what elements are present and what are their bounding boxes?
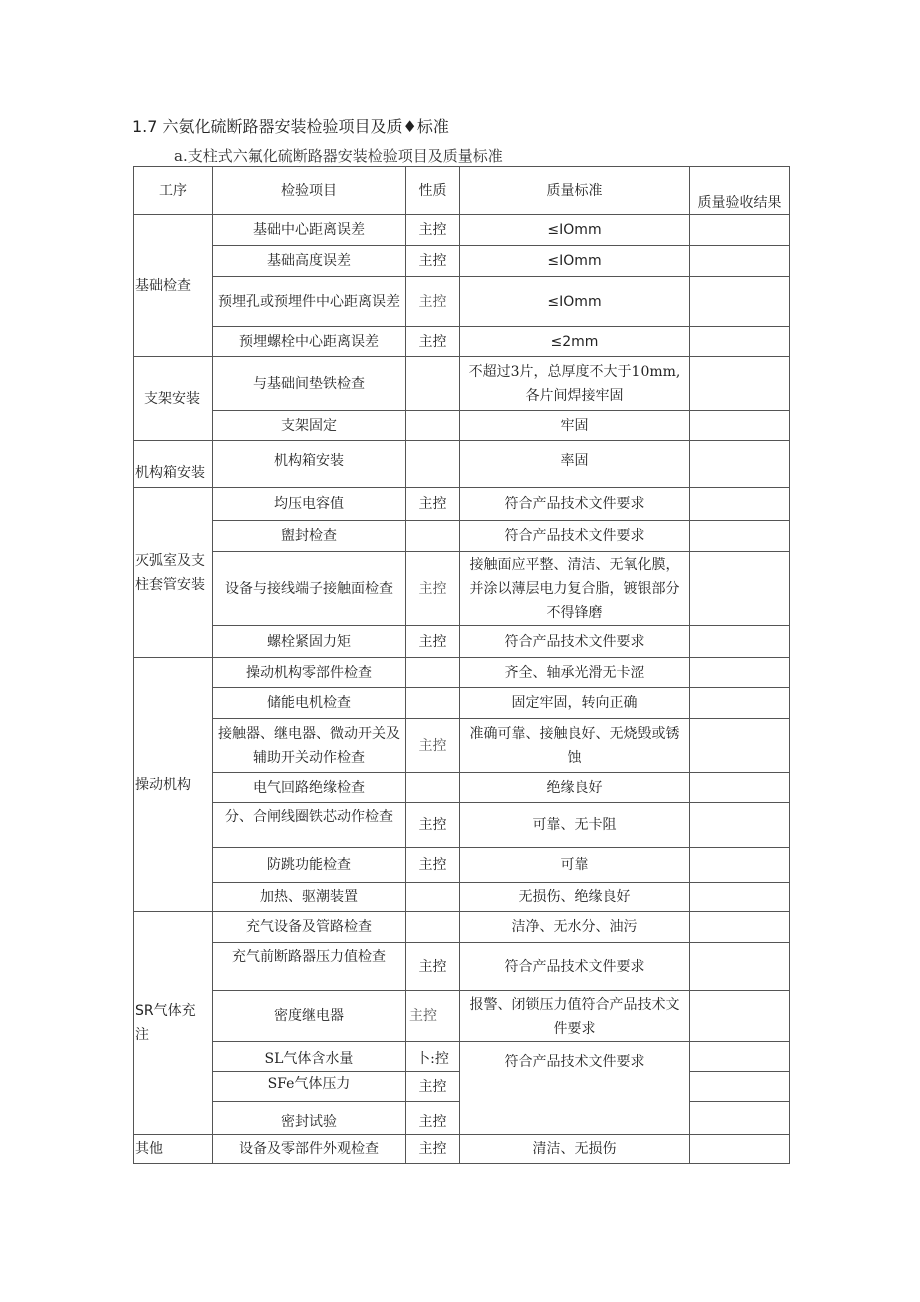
nature-cell: 主控 [406,277,460,327]
table-row [134,991,790,1042]
standard-cell: ≤2mm [460,327,690,357]
table-row [134,357,790,411]
item-cell: 预埋螺栓中心距离误差 [213,327,406,357]
result-cell[interactable] [690,488,790,521]
result-cell[interactable] [690,552,790,626]
result-cell[interactable] [690,688,790,719]
item-cell: 预埋孔或预埋件中心距离误差 [213,277,406,327]
process-cell: 灭弧室及支柱套管安装 [134,488,213,658]
nature-cell [406,883,460,912]
table-row [134,688,790,719]
nature-cell [406,521,460,552]
item-cell: 基础中心距离误差 [213,215,406,246]
standard-cell: 齐全、轴承光滑无卡涩 [460,658,690,688]
result-cell[interactable] [690,773,790,803]
item-cell: SL气体含水量 [213,1042,406,1072]
result-cell[interactable] [690,848,790,883]
item-cell: 基础高度误差 [213,246,406,277]
process-cell: 支架安装 [134,357,213,441]
table-row [134,848,790,883]
standard-cell: 不超过3片，总厚度不大于10mm,各片间焊接牢固 [460,357,690,411]
process-cell: 操动机构 [134,658,213,912]
standard-cell: 率固 [460,441,690,488]
inspection-table [133,166,790,1164]
process-cell: 基础检查 [134,215,213,357]
item-cell: 充气设备及管路检查 [213,912,406,943]
result-cell[interactable] [690,719,790,773]
item-cell: 盥封检查 [213,521,406,552]
table-row [134,441,790,488]
standard-cell-merged: 符合产品技术文件要求 [460,1042,690,1135]
nature-cell: 主控 [406,552,460,626]
nature-cell: 主控 [406,246,460,277]
table-row [134,246,790,277]
nature-cell [406,411,460,441]
result-cell[interactable] [690,327,790,357]
table-row [134,277,790,327]
nature-cell: 主控 [406,1135,460,1164]
result-cell[interactable] [690,658,790,688]
nature-cell: 主控 [406,719,460,773]
result-cell[interactable] [690,803,790,848]
result-cell[interactable] [690,1042,790,1072]
item-cell: 设备与接线端子接触面检查 [213,552,406,626]
table-row [134,488,790,521]
table-row [134,411,790,441]
item-cell: 螺栓紧固力矩 [213,626,406,658]
result-cell[interactable] [690,246,790,277]
table-row [134,552,790,626]
standard-cell: 清洁、无损伤 [460,1135,690,1164]
item-cell: 电气回路绝缘检查 [213,773,406,803]
result-cell[interactable] [690,943,790,991]
col-header-item: 检验项目 [213,167,406,215]
standard-cell: 接触面应平整、清洁、无氧化膜，并涂以薄层电力复合脂，镀银部分不得锋磨 [460,552,690,626]
item-cell: 机构箱安装 [213,441,406,488]
standard-cell: 无损伤、绝缘良好 [460,883,690,912]
result-cell[interactable] [690,215,790,246]
standard-cell: 绝缘良好 [460,773,690,803]
nature-cell [406,658,460,688]
standard-cell: ≤IOmm [460,246,690,277]
item-cell: 储能电机检查 [213,688,406,719]
col-header-nature: 性质 [406,167,460,215]
standard-cell: 可靠 [460,848,690,883]
process-cell: SR气体充注 [134,912,213,1135]
item-cell: 密度继电器 [213,991,406,1042]
item-cell: 加热、驱潮装置 [213,883,406,912]
nature-cell: 主控 [406,626,460,658]
item-cell: 接触器、继电器、微动开关及辅助开关动作检查 [213,719,406,773]
table-row [134,521,790,552]
result-cell[interactable] [690,411,790,441]
item-cell: 操动机构零部件检查 [213,658,406,688]
nature-cell: 主控 [406,327,460,357]
result-cell[interactable] [690,1102,790,1135]
table-row [134,883,790,912]
result-cell[interactable] [690,883,790,912]
table-row [134,215,790,246]
table-caption: a.支柱式六氟化硫断路器安装检验项目及质量标准 [174,147,503,165]
nature-cell: 主控 [406,1102,460,1135]
table-row [134,658,790,688]
col-header-standard: 质量标准 [460,167,690,215]
nature-cell: 主控 [406,803,460,848]
nature-cell: 主控 [406,848,460,883]
table-row [134,327,790,357]
table-row [134,1042,790,1072]
table-row [134,1135,790,1164]
result-cell[interactable] [690,626,790,658]
table-row [134,943,790,991]
standard-cell: 符合产品技术文件要求 [460,521,690,552]
result-cell[interactable] [690,912,790,943]
process-cell: 机构箱安装 [134,441,213,488]
standard-cell: 符合产品技术文件要求 [460,943,690,991]
result-cell[interactable] [690,357,790,411]
section-heading: 1.7 六氨化硫断路器安装检验项目及质♦标准 [132,117,449,136]
item-cell: 均压电容值 [213,488,406,521]
process-cell: 其他 [134,1135,213,1164]
table-row [134,773,790,803]
standard-cell: ≤IOmm [460,215,690,246]
standard-cell: 准确可靠、接触良好、无烧毁或锈蚀 [460,719,690,773]
table-row [134,803,790,848]
standard-cell: 固定牢固，转向正确 [460,688,690,719]
standard-cell: 牢固 [460,411,690,441]
standard-cell: 符合产品技术文件要求 [460,488,690,521]
nature-cell [406,357,460,411]
item-cell: 设备及零部件外观检查 [213,1135,406,1164]
nature-cell: 主控 [406,488,460,521]
item-cell: 支架固定 [213,411,406,441]
nature-cell: 主控 [406,943,460,991]
col-header-result: 质量验收结果 [690,167,790,215]
nature-cell: 卜:控 [406,1042,460,1072]
nature-cell: 主控 [406,1072,460,1102]
result-cell[interactable] [690,277,790,327]
nature-cell: 主控 [406,991,460,1042]
result-cell[interactable] [690,1072,790,1102]
standard-cell: 可靠、无卡阻 [460,803,690,848]
standard-cell: 洁净、无水分、油污 [460,912,690,943]
table-row [134,912,790,943]
col-header-process: 工序 [134,167,213,215]
standard-cell: 符合产品技术文件要求 [460,626,690,658]
item-cell: 充气前断路器压力值检查 [213,943,406,991]
item-cell: 分、合闸线圈铁芯动作检查 [213,803,406,848]
header-row [134,167,790,215]
table-row [134,719,790,773]
result-cell[interactable] [690,1135,790,1164]
nature-cell: 主控 [406,215,460,246]
result-cell[interactable] [690,521,790,552]
item-cell: 与基础间垫铁检查 [213,357,406,411]
result-cell[interactable] [690,991,790,1042]
nature-cell [406,688,460,719]
standard-cell: 报警、闭锁压力值符合产品技术文件要求 [460,991,690,1042]
item-cell: 密封试验 [213,1102,406,1135]
item-cell: SFe气体压力 [213,1072,406,1102]
item-cell: 防跳功能检查 [213,848,406,883]
nature-cell [406,441,460,488]
nature-cell [406,773,460,803]
nature-cell [406,912,460,943]
table-row [134,626,790,658]
result-cell[interactable] [690,441,790,488]
standard-cell: ≤IOmm [460,277,690,327]
